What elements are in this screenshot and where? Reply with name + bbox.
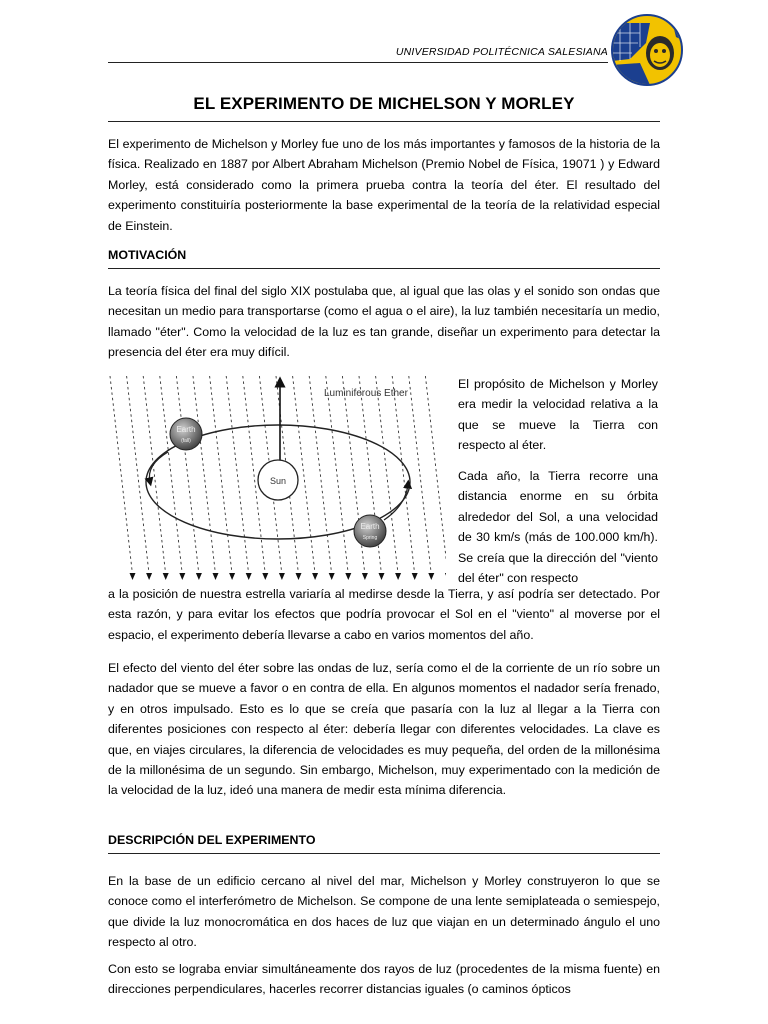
- earth-spring-label: Earth: [360, 522, 380, 531]
- ether-wind-arrowhead: [262, 573, 268, 580]
- motivacion-side-paragraph-2: Cada año, la Tierra recorre una distancia enorme en su órbita alrededor del Sol, a una velocidad de 30 km/s (más de 100.000 km/h). Se creía que la dirección del "viento del éter" con respecto: [458, 469, 658, 586]
- ether-wind-arrowhead: [395, 573, 401, 580]
- ether-wind-arrowhead: [345, 573, 351, 580]
- university-logo: [610, 13, 684, 87]
- earth-fall-season: (fall): [181, 438, 191, 444]
- institution-name: UNIVERSIDAD POLITÉCNICA SALESIANA: [395, 46, 608, 58]
- ether-wind-arrowhead: [130, 573, 136, 580]
- earth-spring-circle: [354, 515, 386, 547]
- ether-wind-line: [409, 376, 431, 570]
- ether-wind-arrowhead: [428, 573, 434, 580]
- ether-wind-line: [127, 376, 149, 570]
- ether-wind-arrowhead: [279, 573, 285, 580]
- orbit-arrow-left: [149, 452, 168, 482]
- ether-wind-arrows: [130, 573, 447, 580]
- ether-wind-arrowhead: [179, 573, 185, 580]
- ether-wind-line: [309, 376, 331, 570]
- motivacion-paragraph-3: El efecto del viento del éter sobre las ondas de luz, sería como el de la corriente de un río sobre un nadador que se mueve a favor o en contra de ella. En algunos momentos el nadador sería frenado, y en otros impulsado. Esto es lo que se creía que pasaría con la luz al llegar a la Tierra con diferentes posiciones con respecto al éter: debería llegar con diferentes velocidades. La clave es que, en viajes circulares, la diferencia de velocidades es muy pequeña, del orden de la millonésima de la millonésima de un segundo. Sin embargo, Michelson, muy experimentado con la medición de la velocidad de la luz, ideó una manera de medir esta mínima diferencia.: [108, 661, 660, 798]
- earth-spring-season: Spring: [362, 535, 378, 541]
- ether-wind-arrowhead: [296, 573, 302, 580]
- ether-wind-line: [193, 376, 215, 570]
- title-rule: [108, 121, 660, 122]
- ether-wind-arrowhead: [362, 573, 368, 580]
- ether-wind-arrowhead: [412, 573, 418, 580]
- section-heading-descripcion: DESCRIPCIÓN DEL EXPERIMENTO: [108, 833, 660, 854]
- descripcion-paragraph-2: Con esto se lograba enviar simultáneamente dos rayos de luz (procedentes de la misma fuente) en direcciones perpendiculares, hacerles recorrer distancias iguales (o caminos ópticos: [108, 962, 660, 997]
- motivacion-paragraph-2-continued: a la posición de nuestra estrella variaría al medirse desde la Tierra, y así podría ser detectado. Por esta razón, y para evitar los efectos que podría provocar el Sol en el "viento" al moverse por el espacio, el experimento debería llevarse a cabo en varios momentos del año.: [108, 587, 660, 642]
- ether-label: Luminiferous Ether: [324, 388, 408, 399]
- ether-wind-arrowhead: [146, 573, 152, 580]
- ether-wind-arrowhead: [213, 573, 219, 580]
- ether-wind-line: [392, 376, 414, 570]
- ether-wind-arrowhead: [229, 573, 235, 580]
- earth-fall-circle: [170, 418, 202, 450]
- earth-fall-label: Earth: [176, 425, 196, 434]
- section-heading-motivacion: MOTIVACIÓN: [108, 248, 660, 269]
- ether-wind-arrowhead: [379, 573, 385, 580]
- ether-wind-arrowhead: [445, 573, 446, 580]
- ether-wind-line: [110, 376, 132, 570]
- ether-wind-line: [160, 376, 182, 570]
- ether-wind-arrowhead: [163, 573, 169, 580]
- page-title: EL EXPERIMENTO DE MICHELSON Y MORLEY: [193, 94, 575, 113]
- ether-wind-arrowhead: [312, 573, 318, 580]
- ether-wind-line: [210, 376, 232, 570]
- sun-label: Sun: [269, 476, 287, 486]
- ether-wind-line: [143, 376, 165, 570]
- ether-wind-line: [226, 376, 248, 570]
- ether-wind-arrowhead: [196, 573, 202, 580]
- motivacion-paragraph-1: La teoría física del final del siglo XIX postulaba que, al igual que las olas y el sonido son ondas que necesitan un medio para transportarse (como el agua o el aire), la luz también necesitaría un medio, llamado "éter". Como la velocidad de la luz es tan grande, diseñar un experimento para detectar la presencia del éter era muy difícil.: [108, 284, 660, 360]
- ether-wind-arrowhead: [329, 573, 335, 580]
- ether-wind-arrowhead: [246, 573, 252, 580]
- intro-paragraph: El experimento de Michelson y Morley fue uno de los más importantes y famosos de la historia de la física. Realizado en 1887 por Albert Abraham Michelson (Premio Nobel de Física, 19071 ) y Edward Morley, está considerado como la primera prueba contra la teoría del éter. El resultado del experimento constituiría posteriormente la base experimental de la teoría de la relatividad especial de Einstein.: [108, 137, 660, 233]
- header-rule: [108, 62, 608, 63]
- ether-wind-line: [326, 376, 348, 570]
- motivacion-side-paragraph-1: El propósito de Michelson y Morley era medir la velocidad relativa a la que se mueve la Tierra con respecto al éter.: [458, 377, 658, 453]
- ether-wind-line: [176, 376, 198, 570]
- ether-wind-line: [425, 376, 446, 570]
- descripcion-paragraph-1: En la base de un edificio cercano al nivel del mar, Michelson y Morley construyeron lo que se conoce como el interferómetro de Michelson. Se compone de una lente semiplateada o semiespejo, que divide la luz monocromática en dos haces de luz que viajan en un determinado ángulo el uno respecto al otro.: [108, 874, 660, 950]
- ether-orbit-figure: [106, 370, 446, 590]
